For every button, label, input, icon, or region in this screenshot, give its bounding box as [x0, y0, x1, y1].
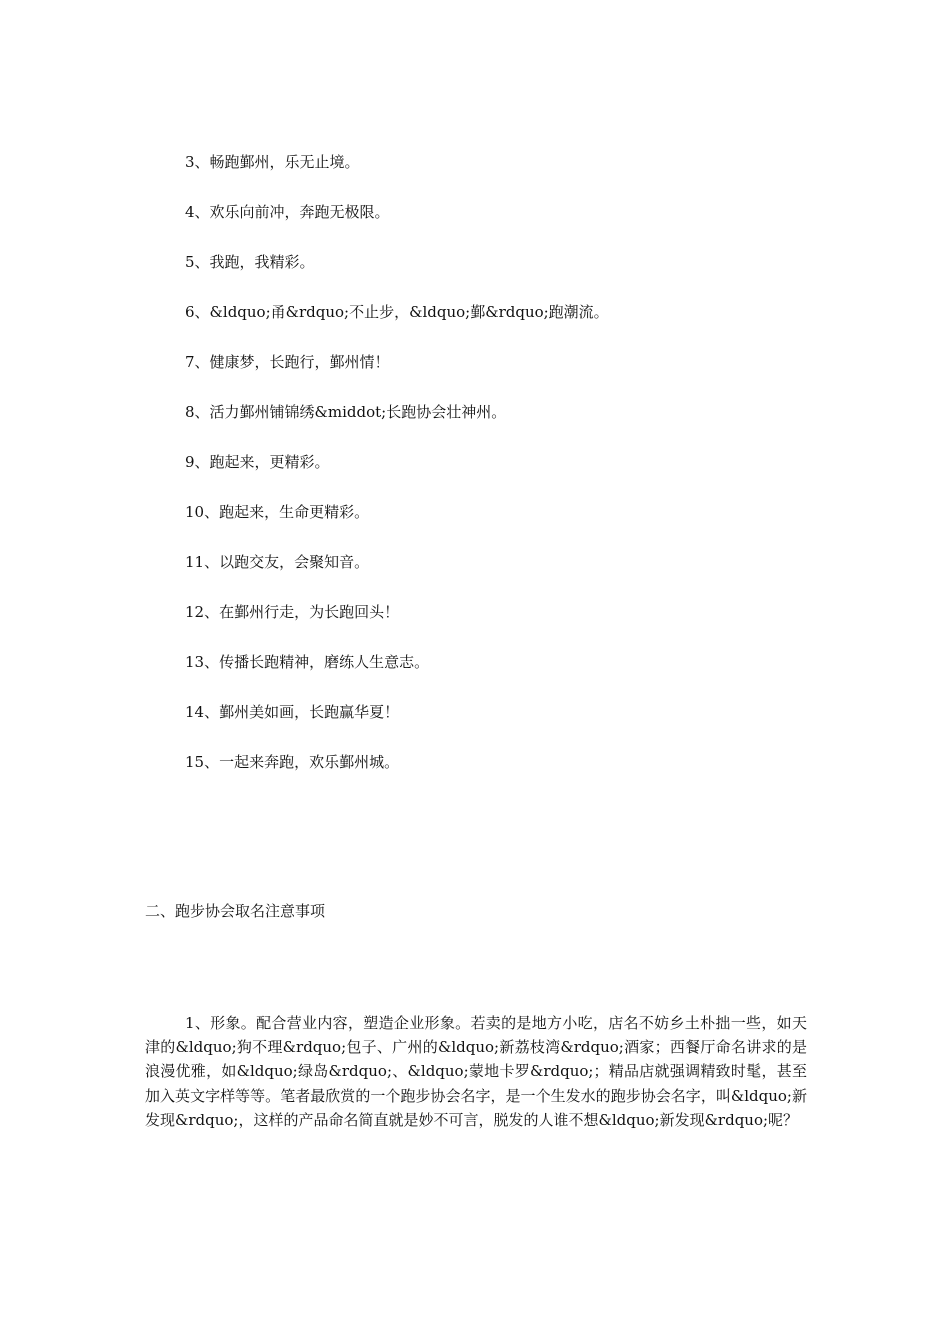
section-heading: 二、跑步协会取名注意事项: [145, 902, 326, 920]
list-item: 3、畅跑鄞州，乐无止境。: [185, 153, 360, 171]
body-paragraph: 1、形象。配合营业内容，塑造企业形象。若卖的是地方小吃，店名不妨乡土朴拙一些，如天津的&ldquo;狗不理&rdquo;包子、广州的&ldquo;新荔枝湾&rdquo;酒家；西餐厅命名讲求的是浪漫优雅，如&ldquo;绿岛&rdquo;、&ldquo;蒙地卡罗&rdquo;；精品店就强调精致时髦，甚至加入英文字样等等。笔者最欣赏的一个跑步协会名字，是一个生发水的跑步协会名字，叫&ldquo;新发现&rdquo;，这样的产品命名简直就是妙不可言，脱发的人谁不想&ldquo;新发现&rdquo;呢？: [145, 1014, 807, 1129]
list-item: 11、以跑交友，会聚知音。: [185, 553, 370, 571]
list-item: 14、鄞州美如画，长跑赢华夏！: [185, 703, 400, 721]
list-item: 8、活力鄞州铺锦绣&middot;长跑协会壮神州。: [185, 403, 507, 421]
list-item: 15、一起来奔跑，欢乐鄞州城。: [185, 753, 400, 771]
slogan-list: [185, 150, 609, 800]
list-item: 5、我跑，我精彩。: [185, 253, 315, 271]
list-item: 10、跑起来，生命更精彩。: [185, 503, 370, 521]
list-item: 4、欢乐向前冲，奔跑无极限。: [185, 203, 390, 221]
list-item: 6、&ldquo;甬&rdquo;不止步，&ldquo;鄞&rdquo;跑潮流。: [185, 303, 609, 321]
list-item: 13、传播长跑精神，磨练人生意志。: [185, 653, 430, 671]
list-item: 12、在鄞州行走，为长跑回头！: [185, 603, 400, 621]
list-item: 7、健康梦，长跑行，鄞州情！: [185, 353, 390, 371]
list-item: 9、跑起来，更精彩。: [185, 453, 330, 471]
